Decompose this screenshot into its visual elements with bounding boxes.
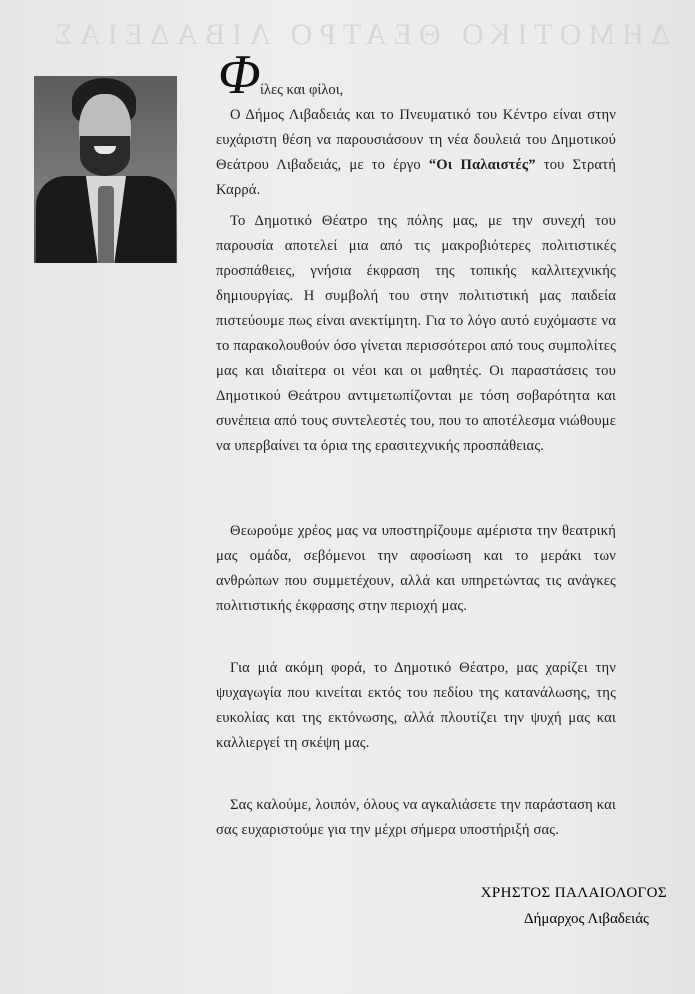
paragraph-intro xyxy=(216,103,616,203)
intro-author: του Στρατή Καρρά. xyxy=(216,157,616,198)
paragraph-invitation: Σας καλούμε, λοιπόν, όλους να αγκαλιάσετε την παράσταση και σας ευχαριστούμε για την μέχρι σήμερα υποστήριξή σας. xyxy=(216,797,616,838)
paragraph-support: Θεωρούμε χρέος μας να υποστηρίζουμε αμέριστα την θεατρική μας ομάδα, σεβόμενοι την αφοσίωση και το μεράκι των ανθρώπων που συμμετέχουν, αλλά και υπηρετώντας τις ανάγκες πολιτιστικής έκφρασης στην περιοχή μας. xyxy=(216,523,616,614)
signature-title: Δήμαρχος Λιβαδειάς xyxy=(523,911,649,927)
paragraph-entertainment: Για μιά ακόμη φορά, το Δημοτικό Θέατρο, μας χαρίζει την ψυχαγωγία που κινείται εκτός του πεδίου της κατανάλωσης, της ευκολίας και της εκτόνωσης, αλλά πλουτίζει την ψυχή μας και καλλιεργεί τη σκέψη μας. xyxy=(216,660,616,751)
paragraph-theatre: Το Δημοτικό Θέατρο της πόλης μας, με την συνεχή του παρουσία αποτελεί μια από τις μακροβιότερες πολιτιστικές προσπάθειες, γνήσια έκφραση της τοπικής καλλιτεχνικής δημιουργίας. Η συμβολή του στην πολιτιστική μας παιδεία πιστεύουμε πως είναι ανεκτίμητη. Για το λόγο αυτό ευχόμαστε να το παρακολουθούν όσο γίνεται περισσότεροι από τους συμπολίτες μας και ιδιαίτερα οι νέοι και οι μαθητές. Οι παραστάσεις του Δημοτικού Θεάτρου αντιμετωπίζονται με τόση σοβαρότητα και συνέπεια από τους συντελεστές του, που το αποτέλεσμα νιώθουμε να υπερβαίνει τα όρια της ερασιτεχνικής προσπάθειας. xyxy=(216,213,616,454)
signature-name: ΧΡΗΣΤΟΣ ΠΑΛΑΙΟΛΟΓΟΣ xyxy=(480,885,667,901)
play-title: “Οι Παλαιστές” xyxy=(428,157,536,173)
show-through-title: ΔΗΜΟΤΙΚΟ ΘΕΑΤΡΟ ΛΙΒΑΔΕΙΑΣ xyxy=(47,18,670,51)
portrait-beard xyxy=(80,136,130,176)
greeting-text: ίλες και φίλοι, xyxy=(260,82,344,98)
portrait-tie xyxy=(98,186,114,263)
mayor-portrait-photo xyxy=(34,76,177,263)
intro-text: Ο Δήμος Λιβαδειάς και το Πνευματικό του Κέντρο είναι στην ευχάριστη θέση να παρουσιάσουν τη νέα δουλειά του Δημοτικού Θεάτρου Λιβαδειάς, με το έργο xyxy=(216,107,616,173)
drop-cap: Φ xyxy=(218,44,261,106)
